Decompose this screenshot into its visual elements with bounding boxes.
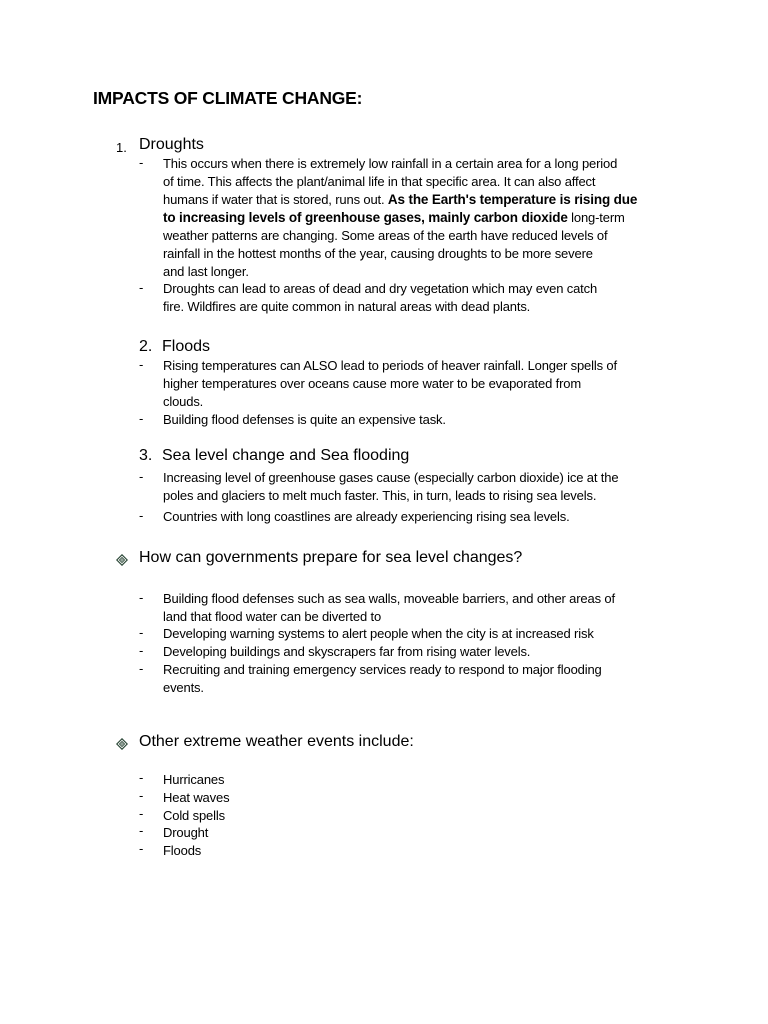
section-heading-sea-level: Sea level change and Sea flooding (162, 447, 410, 464)
diamond-bullet-icon (116, 554, 128, 566)
section-number: 3. (139, 447, 153, 464)
section-number: 2. (139, 338, 153, 355)
list-item: Heat waves (163, 790, 230, 805)
list-item: Building flood defenses is quite an expensive task. (163, 412, 446, 427)
list-dash: - (139, 770, 144, 785)
list-dash: - (139, 155, 144, 170)
list-item: Developing warning systems to alert people when the city is at increased risk (163, 626, 594, 641)
list-item: Building flood defenses such as sea walls, moveable barriers, and other areas of land that flood water can be diverted to (163, 591, 615, 624)
list-item: Countries with long coastlines are already experiencing rising sea levels. (163, 509, 570, 524)
list-dash: - (139, 823, 144, 838)
list-dash: - (139, 788, 144, 803)
section-heading-extreme-weather: Other extreme weather events include: (139, 733, 414, 750)
page-title: IMPACTS OF CLIMATE CHANGE: (93, 88, 363, 108)
list-dash: - (139, 508, 144, 523)
section-number: 1. (116, 140, 127, 155)
list-dash: - (139, 841, 144, 856)
list-item: Cold spells (163, 808, 225, 823)
list-dash: - (139, 469, 144, 484)
list-dash: - (139, 411, 144, 426)
list-dash: - (139, 625, 144, 640)
list-dash: - (139, 806, 144, 821)
list-item: Developing buildings and skyscrapers far from rising water levels. (163, 644, 531, 659)
list-item: Floods (163, 843, 202, 858)
list-dash: - (139, 280, 144, 295)
section-heading-governments: How can governments prepare for sea level changes? (139, 549, 523, 566)
list-item: Droughts can lead to areas of dead and dry vegetation which may even catch fire. Wildfires are quite common in natural areas with dead plants. (163, 281, 598, 314)
list-item: Increasing level of greenhouse gases cause (especially carbon dioxide) ice at the poles and glaciers to melt much faster. This, in turn, leads to rising sea levels. (163, 470, 619, 503)
list-item: Rising temperatures can ALSO lead to periods of heaver rainfall. Longer spells of higher temperatures over oceans cause more water to be evaporated from clouds. (163, 358, 617, 409)
diamond-bullet-icon (116, 738, 128, 750)
list-item: Drought (163, 825, 209, 840)
section-heading-floods: Floods (162, 338, 211, 355)
list-dash: - (139, 590, 144, 605)
list-item: Recruiting and training emergency services ready to respond to major flooding events. (163, 662, 602, 695)
section-heading-droughts: Droughts (139, 136, 204, 153)
list-dash: - (139, 661, 144, 676)
list-item: Hurricanes (163, 772, 225, 787)
list-dash: - (139, 643, 144, 658)
list-dash: - (139, 357, 144, 372)
list-item: This occurs when there is extremely low rainfall in a certain area for a long period of time. This affects the plant/animal life in that specific area. It can also affect humans if water that is stored, runs out. As the Earth's temperature is rising due to increasing levels of greenhouse gases, mainly carbon dioxide long-term weather patterns are changing. Some areas of the earth have reduced levels of rainfall in the hottest months of the year, causing droughts to be more severe and last longer. (163, 156, 638, 279)
